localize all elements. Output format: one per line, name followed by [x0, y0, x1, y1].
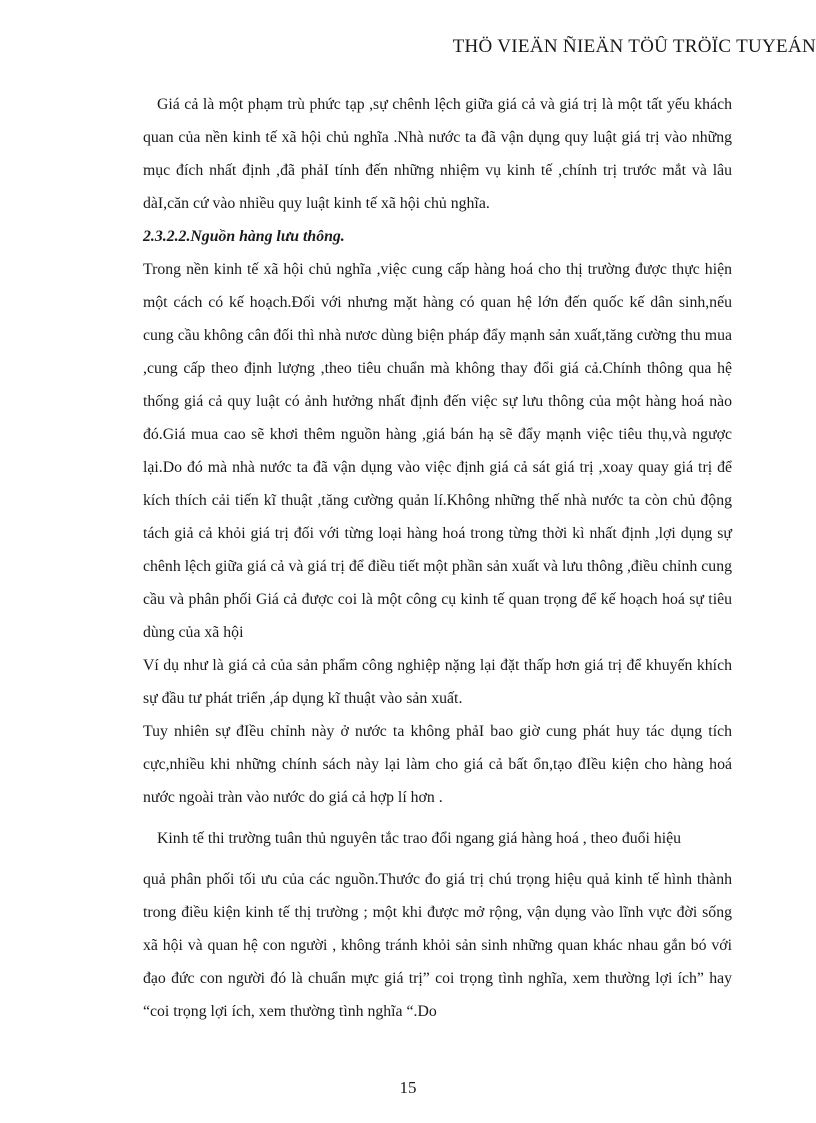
- paragraph-5: Kinh tế thi trường tuân thủ nguyên tắc trao đổi ngang giá hàng hoá , theo đuổi hiệu: [157, 830, 682, 847]
- paragraph-6: quả phân phối tối ưu của các nguồn.Thước đo giá trị chú trọng hiệu quả kinh tế hình thành trong điều kiện kinh tế thị trường ; một khi được mở rộng, vận dụng vào lĩnh vực đời sống xã hội và quan hệ con người , không tránh khỏi sản sinh những quan khác nhau gắn bó với đạo đức con người đó là chuẩn mực giá trị” coi trọng tình nghĩa, xem thường lợi ích” hay “coi trọng lợi ích, xem thường tình nghĩa “.Do: [143, 871, 732, 1020]
- page-body: [143, 88, 732, 1028]
- paragraph-3: Ví dụ như là giá cả của sản phẩm công nghiệp nặng lại đặt thấp hơn giá trị để khuyến khích sự đầu tư phát triển ,áp dụng kĩ thuật vào sản xuất.: [143, 657, 732, 707]
- section-heading: 2.3.2.2.Nguồn hàng lưu thông.: [143, 228, 345, 245]
- paragraph-4: Tuy nhiên sự đIều chỉnh này ở nước ta không phảI bao giờ cung phát huy tác dụng tích cực,nhiều khi những chính sách này lại làm cho giá cả bất ổn,tạo đIều kiện cho hàng hoá nước ngoài tràn vào nước do giá cả hợp lí hơn .: [143, 723, 732, 806]
- running-header: THÖ VIEÄN ÑIEÄN TÖÛ TRÖÏC TUYEÁN: [452, 36, 816, 57]
- page-number: 15: [399, 1078, 417, 1097]
- paragraph-2: Trong nền kinh tế xã hội chủ nghĩa ,việc cung cấp hàng hoá cho thị trường được thực hiện một cách có kế hoạch.Đối với nhưng mặt hàng có quan hệ lớn đến quốc kế dân sinh,nếu cung cầu không cân đối thì nhà nươc dùng biện pháp đẩy mạnh sản xuất,tăng cường thu mua ,cung cấp theo định lượng ,theo tiêu chuẩn mà không thay đổi giá cả.Chính thông qua hệ thống giá cả quy luật có ảnh hưởng nhất định đến việc sự lưu thông của một hàng hoá nào đó.Giá mua cao sẽ khơi thêm nguồn hàng ,giá bán hạ sẽ đẩy mạnh việc tiêu thụ,và ngược lại.Do đó mà nhà nước ta đã vận dụng vào việc định giá cả sát giá trị ,xoay quay giá trị để kích thích cải tiến kĩ thuật ,tăng cường quản lí.Không những thế nhà nước ta còn chủ động tách giả cả khỏi giá trị đối với từng loại hàng hoá trong từng thời kì nhất định ,lợi dụng sự chênh lệch giữa giá cả và giá trị để điều tiết một phần sản xuất và lưu thông ,điều chỉnh cung cầu và phân phối Giá cả được coi là một công cụ kinh tế quan trọng để kế hoạch hoá sự tiêu dùng của xã hội: [143, 261, 732, 641]
- paragraph-1: Giá cả là một phạm trù phức tạp ,sự chênh lệch giữa giá cả và giá trị là một tất yếu khách quan của nền kinh tế xã hội chủ nghĩa .Nhà nước ta đã vận dụng quy luật giá trị vào những mục đích nhất định ,đã phảI tính đến những nhiệm vụ kinh tế ,chính trị trước mắt và lâu dàI,căn cứ vào nhiều quy luật kinh tế xã hội chủ nghĩa.: [143, 96, 732, 212]
